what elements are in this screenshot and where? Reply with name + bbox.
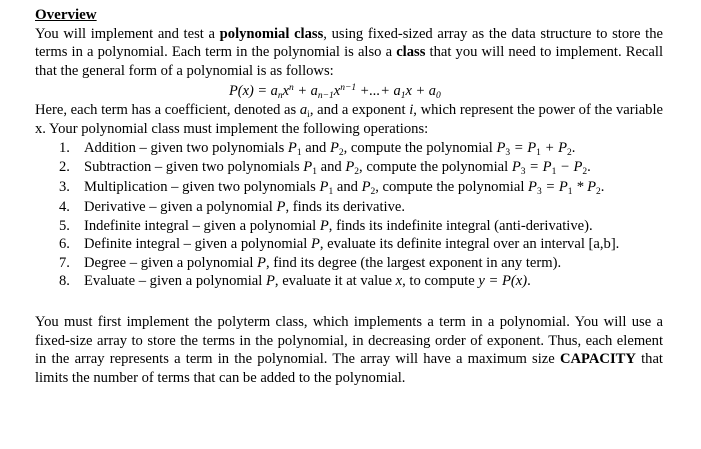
intro-text-a: You will implement and test a [35,25,220,42]
terms-text-b: , and a exponent [309,102,410,119]
op-and: and [316,159,346,176]
op-polynomial-var: P [265,273,275,290]
op-p2: P [329,139,339,156]
intro-bold-polynomial-class: polynomial class [219,25,324,42]
op-mid: , compute the polynomial [343,139,497,156]
list-item-multiplication [35,178,663,198]
op-text-c: , to compute [402,273,479,290]
op-p2-sub: 2 [338,147,344,158]
op-text-b: , find its degree (the largest exponent in any term). [265,254,562,271]
formula-sub-n: n [277,91,283,102]
operations-list [35,139,663,291]
op-polynomial-var: P [310,236,320,253]
list-number: 3. [59,179,70,196]
document-body [35,6,663,387]
capacity-keyword: CAPACITY [559,351,636,368]
op-p2: P [361,179,371,196]
op-text-d: . [527,273,531,290]
list-number: 7. [59,254,70,271]
op-polynomial-var: P [257,254,266,271]
terms-paragraph [35,101,663,138]
polynomial-general-form [35,80,663,101]
formula-sub-n-1: n−1 [317,91,334,102]
op-end: . [587,159,591,176]
coef-a: a [299,102,308,119]
exponent-symbol: i [409,102,414,119]
op-and: and [301,139,330,156]
op-text-b: , evaluate it at value [274,273,396,290]
op-equation: $P_3 = P_1 - P_2$ [511,159,588,178]
formula-plus2: +...+ a [356,83,401,100]
paragraph-spacer [35,291,663,313]
terms-text-a: Here, each term has a coefficient, denoted as [35,102,300,119]
op-p2-sub: 2 [354,167,360,178]
op-text-a: Definite integral – given a polynomial [84,236,311,253]
op-end: . [571,139,576,156]
polyterm-text-b: that limits the number of terms that can be added to the polynomial. [35,351,663,386]
op-equation: $P_3 = P_1 * P_2$ [528,179,601,198]
op-mid: , compute the polynomial [375,179,529,196]
terms-text-c: , which represent the power of the variable x. Your polynomial class must implement the following operations: [35,102,663,137]
op-p2: P [345,159,355,176]
op-end: . [600,179,605,196]
list-item-evaluate [35,272,663,291]
op-label: Subtraction – given two polynomials [84,159,304,176]
op-text-b: , finds its derivative. [285,198,406,215]
intro-text-c: that you will need to implement. Recall that the general form of a polynomial is as follows: [35,44,663,79]
coef-sub-i: i [307,110,310,121]
list-item-degree [35,254,663,273]
formula-plus1: + a [293,83,318,100]
intro-bold-class: class [396,44,426,61]
list-number: 8. [59,273,70,290]
op-x-var: x [395,273,403,290]
op-text-b: , evaluate its definite integral over an interval [a,b]. [319,236,620,253]
op-text-a: Degree – given a polynomial [84,254,258,271]
formula-lhs: P(x) = a [229,83,278,100]
section-heading: Overview [35,7,97,23]
list-number: 5. [59,217,70,234]
op-p1: P [303,159,313,176]
list-item-indefinite-integral [35,217,663,236]
list-item-subtraction [35,158,663,178]
intro-paragraph [35,25,663,81]
op-p2-sub: 2 [370,187,376,198]
list-item-definite-integral [35,235,663,254]
formula-x3: x + a [405,83,436,100]
list-item-addition [35,139,663,159]
op-label: Multiplication – given two polynomials [84,179,320,196]
op-label: Addition – given two polynomials [84,139,288,156]
op-equation: $P_3 = P_1 + P_2$ [496,139,572,158]
polyterm-paragraph [35,313,663,387]
formula-x2: x [333,83,341,100]
op-p1-sub: 1 [312,167,317,178]
op-y-equation: y = P(x) [478,273,528,290]
coefficient-symbol [299,102,310,121]
op-text-b: , finds its indefinite integral (anti-derivative). [328,217,593,234]
op-p1: P [319,179,329,196]
formula-sub-1: 1 [400,91,406,102]
formula-sup-n-1: n−1 [340,83,357,94]
op-polynomial-var: P [319,217,329,234]
intro-text-b: , using fixed-sized array as the data structure to store the terms in a polynomial. Each term in the polynomial is also a [35,25,663,61]
list-number: 1. [59,139,70,156]
formula-sup-n: n [289,83,294,94]
list-number: 4. [59,198,70,215]
op-and: and [333,179,362,196]
op-text-a: Derivative – given a polynomial [84,198,277,215]
op-text-a: Indefinite integral – given a polynomial [84,217,320,234]
formula-sub-0: 0 [435,91,441,102]
op-polynomial-var: P [276,198,286,215]
list-number: 6. [59,236,70,253]
op-p1: P [287,139,297,156]
op-text-a: Evaluate – given a polynomial [84,273,266,290]
polyterm-text-a: You must first implement the polyterm class, which implements a term in a polynomial. You will use a fixed-size array to store the terms in the polynomial, in decreasing order of exponent. Thus, each element in the array represents a term in the polynomial. The array will have a maximum size [35,313,663,368]
list-number: 2. [59,159,70,176]
op-mid: , compute the polynomial [359,159,512,176]
op-p1-sub: 1 [296,147,302,158]
formula-x1: x [282,83,290,100]
op-p1-sub: 1 [328,187,334,198]
list-item-derivative [35,198,663,217]
